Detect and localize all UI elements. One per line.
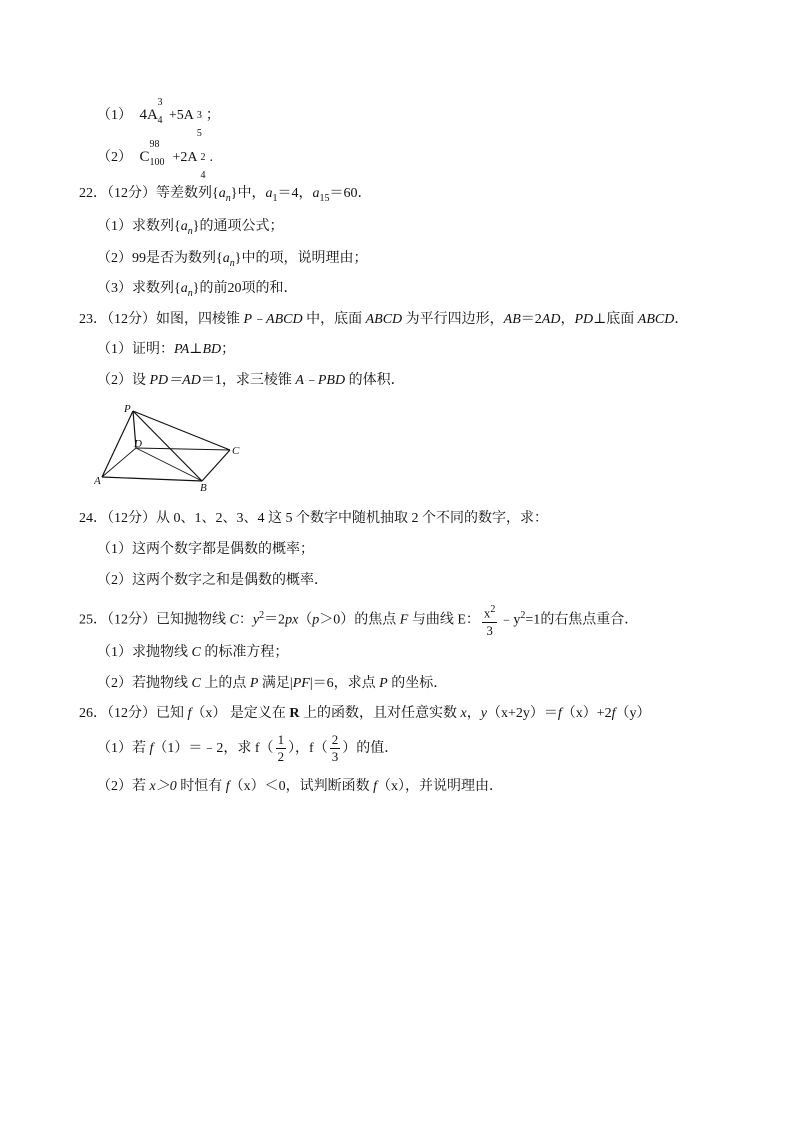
q23-heading: 23．（12分）如图，四棱锥 P﹣ABCD 中，底面 ABCD 为平行四边形，AB＝2AD，PD⊥底面 ABCD． bbox=[79, 312, 689, 327]
q23-part1: （1）证明：PA⊥BD； bbox=[97, 342, 236, 357]
q22-heading: 22．（12分）等差数列$\{a_n\}$中，$a_1=4$，$a_{15}=60$． bbox=[79, 186, 372, 204]
q21-part1: （1） 4A 3 4 +5A 3 5 ； bbox=[97, 97, 220, 139]
q26-heading: 26．（12分）已知 f（x） 是定义在 R 上的函数，且对任意实数 x，y（x+2y）＝f（x）+2f（y） bbox=[79, 706, 651, 721]
vertex-b-label: B bbox=[200, 482, 207, 494]
q25-heading: 25．（12分）已知抛物线 C：$y^2=2px(p>0)$的焦点 F 与曲线 E： $\frac{x^2}{3}$ $﹣y^2=1$的右焦点重合． bbox=[79, 604, 639, 638]
q22-part3: （3）求数列$\{a_n\}$的前20项的和． bbox=[97, 281, 298, 299]
q24-heading: 24．（12分）从 0、1、2、3、4 这 5 个数字中随机抽取 2 个不同的数字，求： bbox=[79, 511, 548, 526]
q22-part1: （1）求数列$\{a_n\}$的通项公式； bbox=[97, 219, 284, 237]
q24-part1: （1）这两个数字都是偶数的概率； bbox=[97, 542, 314, 557]
vertex-a-label: A bbox=[94, 475, 101, 487]
pyramid-figure bbox=[94, 402, 244, 494]
q22-part2: （2）99是否为数列$\{a_n\}$中的项，说明理由； bbox=[97, 251, 368, 269]
q25-part1: （1）求抛物线 C 的标准方程； bbox=[97, 645, 289, 660]
vertex-c-label: C bbox=[232, 445, 240, 457]
vertex-d-label: D bbox=[134, 438, 142, 450]
q24-part2: （2）这两个数字之和是偶数的概率． bbox=[97, 573, 328, 588]
q23-part2: （2）设 PD＝AD＝1，求三棱锥 A﹣PBD 的体积． bbox=[97, 373, 405, 388]
q26-part2: （2）若 x＞0 时恒有 f（x）＜0，试判断函数 f（x），并说明理由． bbox=[97, 779, 503, 794]
q26-part1: （1）若 f（1）＝﹣2，求 f（ $\frac{1}{2}$ ），f（ $\frac{2}{3}$ ）的值． bbox=[97, 732, 399, 765]
q21-part2: （2） C 98 100 +2A 2 4 . bbox=[97, 139, 214, 181]
vertex-p-label: P bbox=[124, 403, 131, 415]
q25-part2: （2）若抛物线 C 上的点 P 满足|PF|＝6，求点 P 的坐标． bbox=[97, 676, 448, 691]
